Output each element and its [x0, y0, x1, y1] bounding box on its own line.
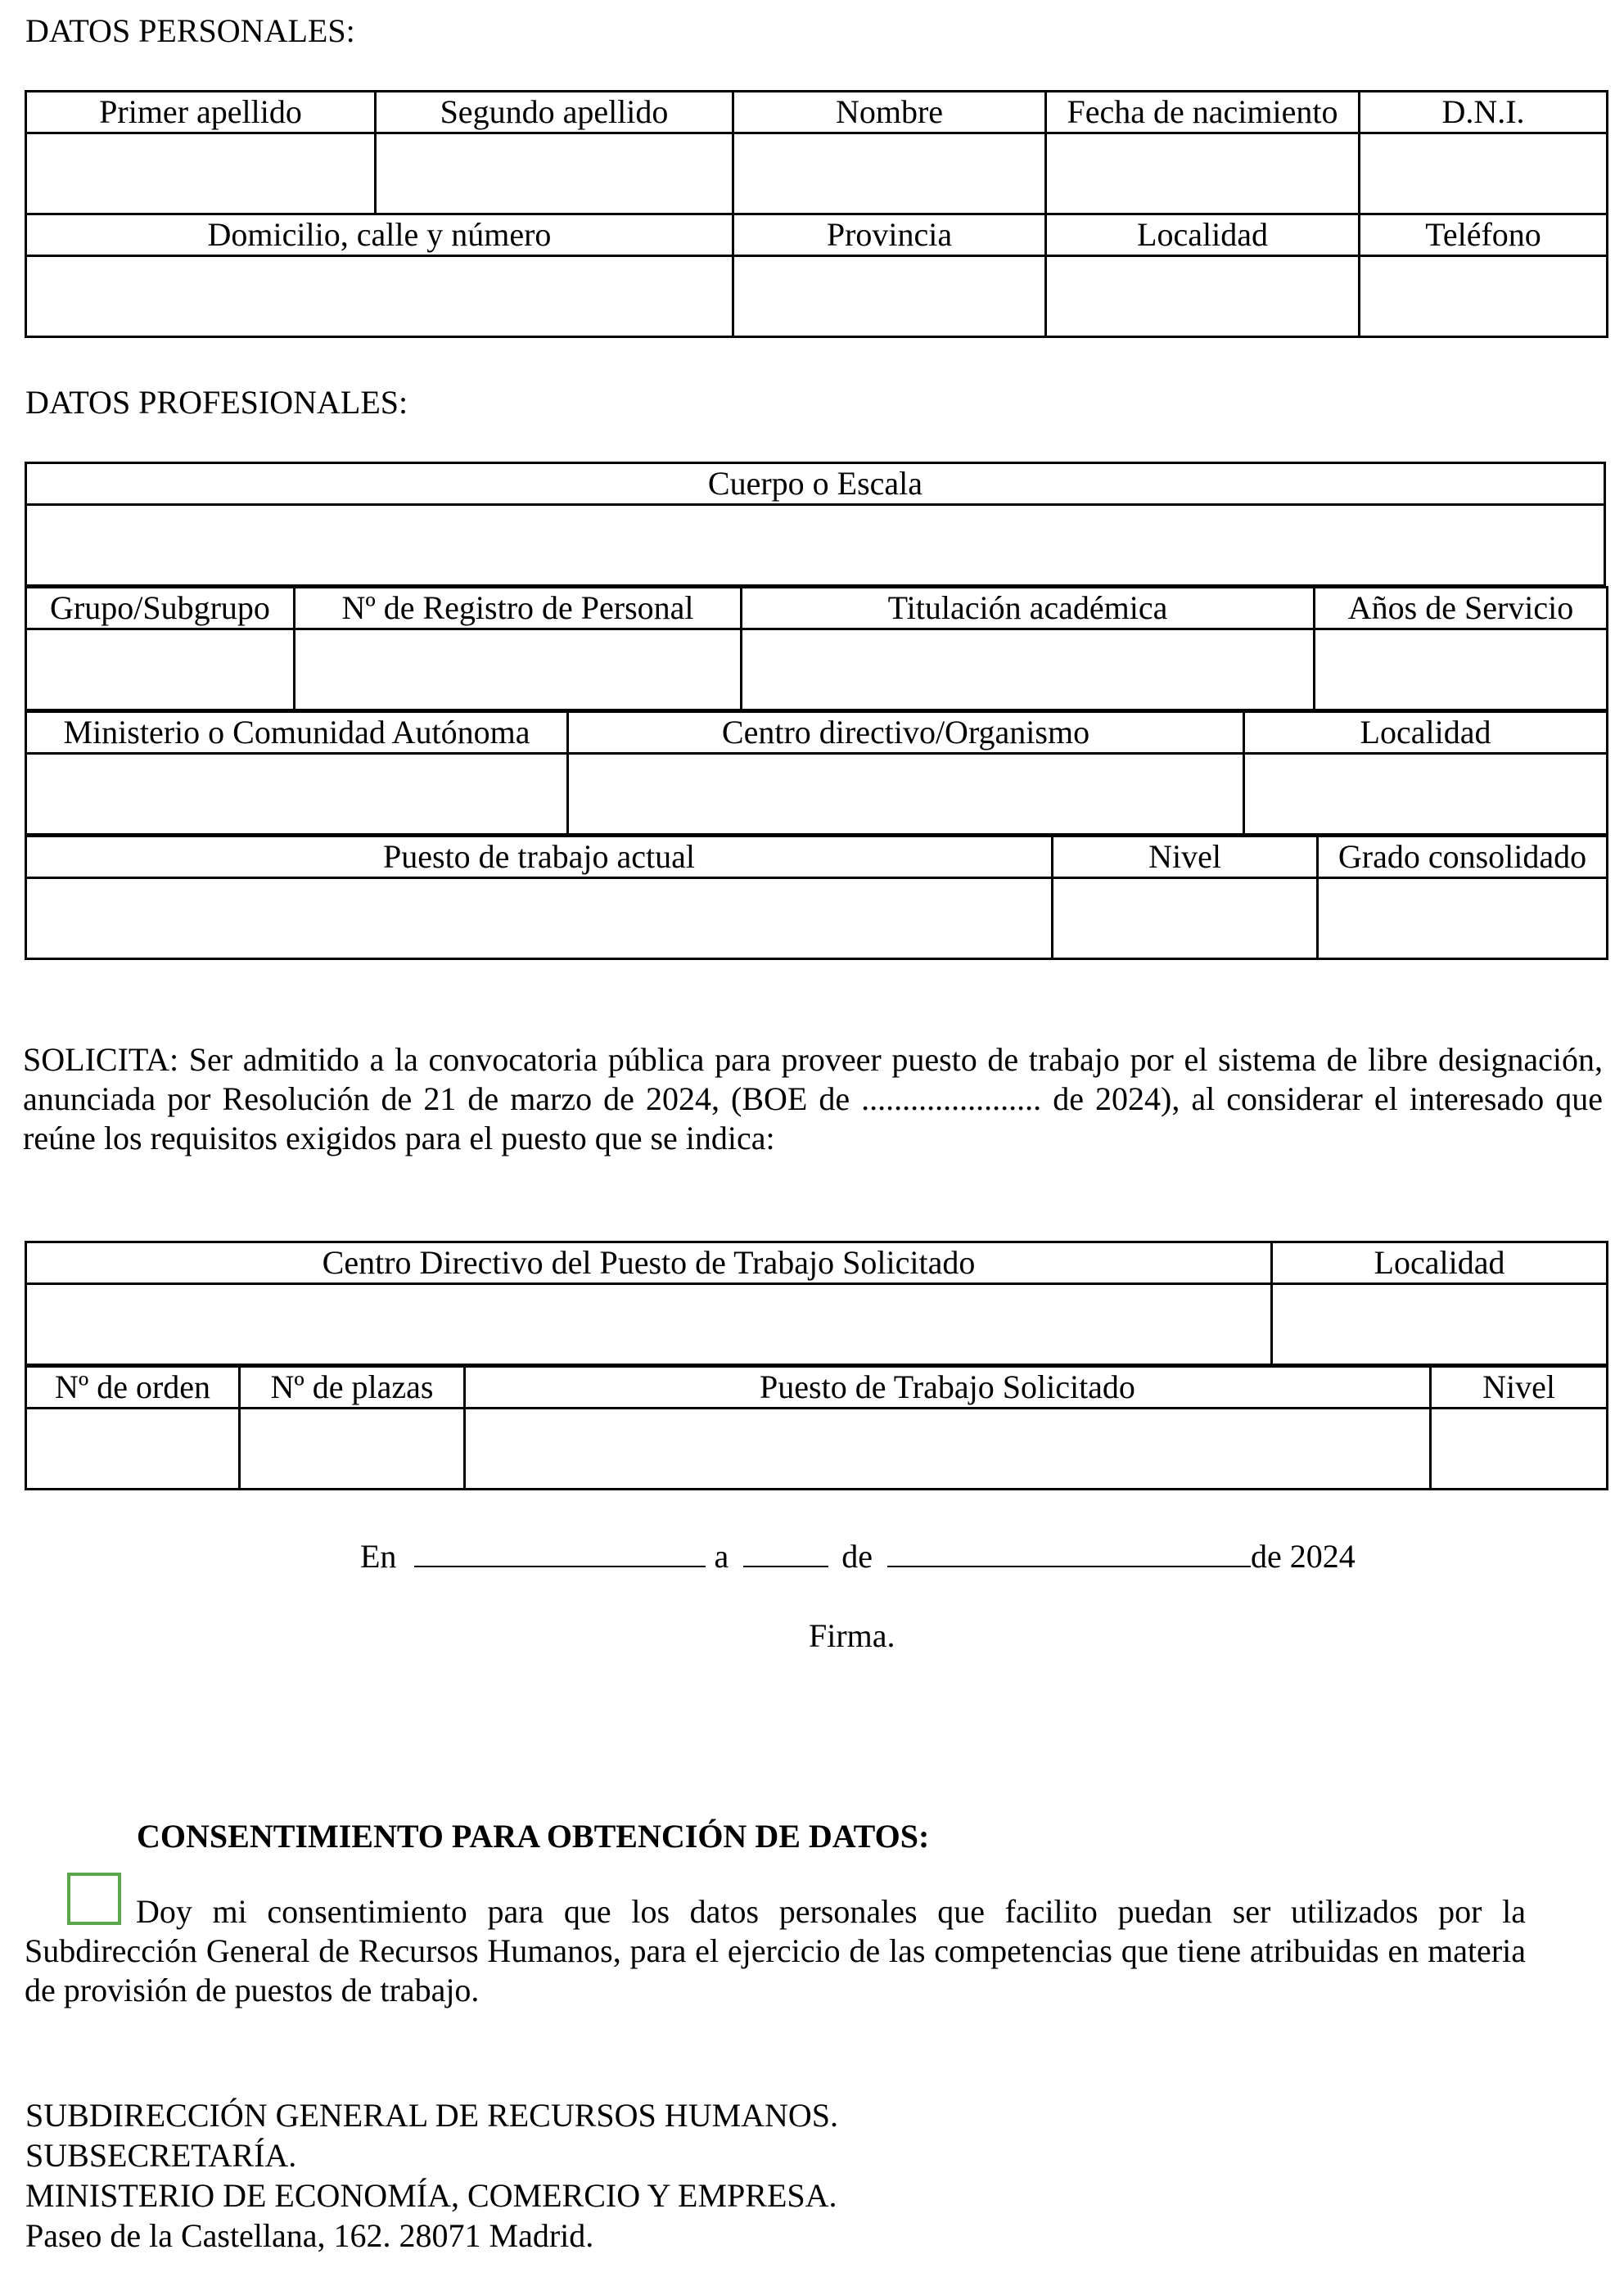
- header-fecha-nacimiento: Fecha de nacimiento: [1046, 92, 1360, 133]
- input-nivel-solicitado[interactable]: [1431, 1409, 1608, 1490]
- header-segundo-apellido: Segundo apellido: [376, 92, 733, 133]
- input-anos-servicio[interactable]: [1315, 629, 1608, 710]
- date-line: [360, 1537, 1356, 1576]
- input-titulacion[interactable]: [742, 629, 1315, 710]
- header-puesto-solicitado: Puesto de Trabajo Solicitado: [465, 1367, 1431, 1409]
- personal-data-title: DATOS PERSONALES:: [25, 12, 355, 49]
- input-numero-plazas[interactable]: [240, 1409, 465, 1490]
- header-domicilio: Domicilio, calle y número: [26, 214, 733, 256]
- footer-line-1: SUBDIRECCIÓN GENERAL DE RECURSOS HUMANOS.: [25, 2097, 839, 2134]
- input-localidad-prof[interactable]: [1244, 754, 1608, 835]
- professional-data-title: DATOS PROFESIONALES:: [25, 384, 408, 421]
- professional-cuerpo-table: [25, 462, 1606, 587]
- header-centro-solicitado: Centro Directivo del Puesto de Trabajo Solicitado: [26, 1242, 1272, 1284]
- consent-title: CONSENTIMIENTO PARA OBTENCIÓN DE DATOS:: [137, 1818, 930, 1855]
- header-primer-apellido: Primer apellido: [26, 92, 376, 133]
- professional-group-table: [25, 586, 1608, 711]
- header-localidad: Localidad: [1046, 214, 1360, 256]
- input-fecha-nacimiento[interactable]: [1046, 133, 1360, 214]
- header-centro-directivo: Centro directivo/Organismo: [568, 712, 1244, 754]
- date-year-label: de 2024: [1250, 1538, 1356, 1575]
- input-cuerpo-escala[interactable]: [26, 505, 1605, 586]
- header-ministerio: Ministerio o Comunidad Autónoma: [26, 712, 568, 754]
- input-dni[interactable]: [1360, 133, 1608, 214]
- input-ministerio[interactable]: [26, 754, 568, 835]
- requested-post-table: [25, 1365, 1608, 1490]
- header-grado-consolidado: Grado consolidado: [1318, 836, 1608, 878]
- date-day-field[interactable]: [743, 1538, 828, 1567]
- input-centro-solicitado[interactable]: [26, 1284, 1272, 1365]
- personal-data-table: [25, 90, 1608, 338]
- date-a-label: a: [714, 1538, 729, 1575]
- input-puesto-actual[interactable]: [26, 878, 1053, 959]
- header-cuerpo-escala: Cuerpo o Escala: [26, 463, 1605, 505]
- professional-post-table: [25, 835, 1608, 960]
- date-en-label: En: [360, 1538, 397, 1575]
- header-anos-servicio: Años de Servicio: [1315, 588, 1608, 629]
- input-grupo[interactable]: [26, 629, 295, 710]
- date-place-field[interactable]: [414, 1538, 706, 1567]
- date-de-label: de: [841, 1538, 873, 1575]
- header-titulacion: Titulación académica: [742, 588, 1315, 629]
- solicita-paragraph: SOLICITA: Ser admitido a la convocatoria pública para proveer puesto de trabajo por el sistema de libre designación, anunciada por Resolución de 21 de marzo de 2024, (BOE de ...................... de 2024), al considerar el interesado que reúne los requisitos exigidos para el puesto que se indica:: [23, 1041, 1603, 1156]
- header-localidad-prof: Localidad: [1244, 712, 1608, 754]
- requested-center-table: [25, 1241, 1608, 1366]
- input-numero-orden[interactable]: [26, 1409, 240, 1490]
- input-grado-consolidado[interactable]: [1318, 878, 1608, 959]
- header-numero-orden: Nº de orden: [26, 1367, 240, 1409]
- input-nivel-actual[interactable]: [1053, 878, 1318, 959]
- input-telefono[interactable]: [1360, 256, 1608, 337]
- input-provincia[interactable]: [733, 256, 1046, 337]
- input-domicilio[interactable]: [26, 256, 733, 337]
- header-grupo: Grupo/Subgrupo: [26, 588, 295, 629]
- header-telefono: Teléfono: [1360, 214, 1608, 256]
- professional-ministry-table: [25, 710, 1608, 836]
- footer-line-2: SUBSECRETARÍA.: [25, 2137, 297, 2174]
- header-puesto-actual: Puesto de trabajo actual: [26, 836, 1053, 878]
- footer-line-3: MINISTERIO DE ECONOMÍA, COMERCIO Y EMPRESA.: [25, 2177, 837, 2214]
- input-segundo-apellido[interactable]: [376, 133, 733, 214]
- header-nivel-solicitado: Nivel: [1431, 1367, 1608, 1409]
- header-provincia: Provincia: [733, 214, 1046, 256]
- header-localidad-solicitada: Localidad: [1272, 1242, 1608, 1284]
- footer-line-4: Paseo de la Castellana, 162. 28071 Madrid.: [25, 2217, 594, 2254]
- input-centro-directivo[interactable]: [568, 754, 1244, 835]
- input-localidad[interactable]: [1046, 256, 1360, 337]
- consent-text: Doy mi consentimiento para que los datos personales que facilito puedan ser utilizados por la Subdirección General de Recursos Humanos, para el ejercicio de las competencias que tiene atribuidas en materia de provisión de puestos de trabajo.: [25, 1893, 1526, 2008]
- header-numero-plazas: Nº de plazas: [240, 1367, 465, 1409]
- header-nombre: Nombre: [733, 92, 1046, 133]
- header-registro-personal: Nº de Registro de Personal: [295, 588, 742, 629]
- header-dni: D.N.I.: [1360, 92, 1608, 133]
- header-nivel-actual: Nivel: [1053, 836, 1318, 878]
- date-month-field[interactable]: [887, 1538, 1251, 1567]
- input-primer-apellido[interactable]: [26, 133, 376, 214]
- input-puesto-solicitado[interactable]: [465, 1409, 1431, 1490]
- input-registro-personal[interactable]: [295, 629, 742, 710]
- input-nombre[interactable]: [733, 133, 1046, 214]
- input-localidad-solicitada[interactable]: [1272, 1284, 1608, 1365]
- firma-label: Firma.: [809, 1617, 895, 1654]
